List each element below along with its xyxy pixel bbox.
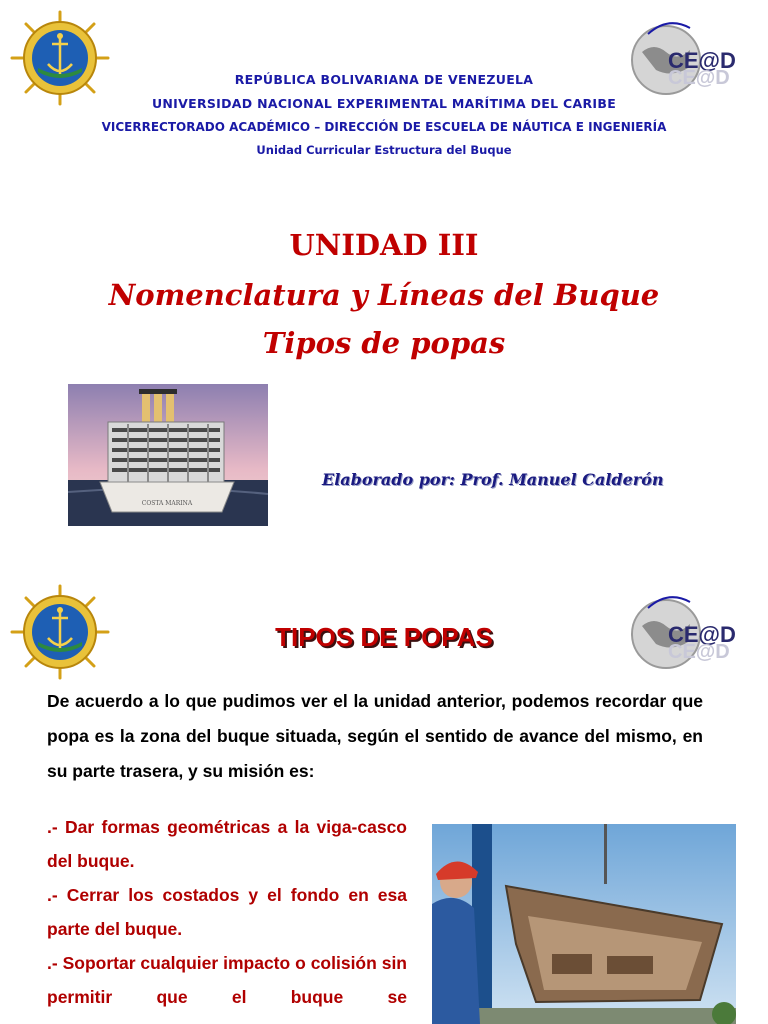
stern-block-crane-photo bbox=[432, 824, 736, 1024]
institution-line-1: REPÚBLICA BOLIVARIANA DE VENEZUELA bbox=[234, 72, 534, 87]
unit-title: UNIDAD III bbox=[289, 228, 479, 262]
course-name: Unidad Curricular Estructura del Buque bbox=[256, 143, 512, 157]
cead-logo bbox=[628, 12, 760, 102]
svg-text:CE@D: CE@D bbox=[668, 641, 730, 663]
svg-text:CE@D: CE@D bbox=[668, 67, 730, 89]
svg-text:CE@D: CE@D bbox=[668, 622, 736, 647]
institution-line-3: VICERRECTORADO ACADÉMICO – DIRECCIÓN DE ESCUELA DE NÁUTICA E INGENIERÍA bbox=[101, 120, 667, 134]
university-seal-logo bbox=[10, 10, 110, 106]
unit-topic: Tipos de popas bbox=[262, 326, 506, 360]
institution-line-2: UNIVERSIDAD NACIONAL EXPERIMENTAL MARÍTIMA DEL CARIBE bbox=[151, 96, 617, 111]
intro-paragraph: De acuerdo a lo que pudimos ver el la unidad anterior, podemos recordar que popa es la zona del buque situada, según el sentido de avance del mismo, en su parte trasera, y su misión es: bbox=[47, 691, 703, 781]
bullet-item-2: .- Cerrar los costados y el fondo en esa parte del buque. bbox=[47, 885, 407, 939]
bullet-item-3: .- Soportar cualquier impacto o colisión sin permitir que el buque se bbox=[47, 953, 407, 1007]
slide-title: TIPOS DE POPAS bbox=[275, 622, 493, 652]
cead-logo-text: CE@D bbox=[668, 48, 736, 73]
cruise-ship-photo bbox=[68, 384, 268, 526]
ship-name-label: COSTA MARINA bbox=[141, 500, 193, 507]
unit-subtitle: Nomenclatura y Líneas del Buque bbox=[108, 278, 660, 312]
bullet-item-1: .- Dar formas geométricas a la viga-casco del buque. bbox=[47, 817, 407, 871]
author-credit: Elaborado por: Prof. Manuel Calderón bbox=[322, 470, 664, 489]
slide-stern-types bbox=[0, 570, 768, 1024]
bullet-list bbox=[47, 810, 407, 1014]
